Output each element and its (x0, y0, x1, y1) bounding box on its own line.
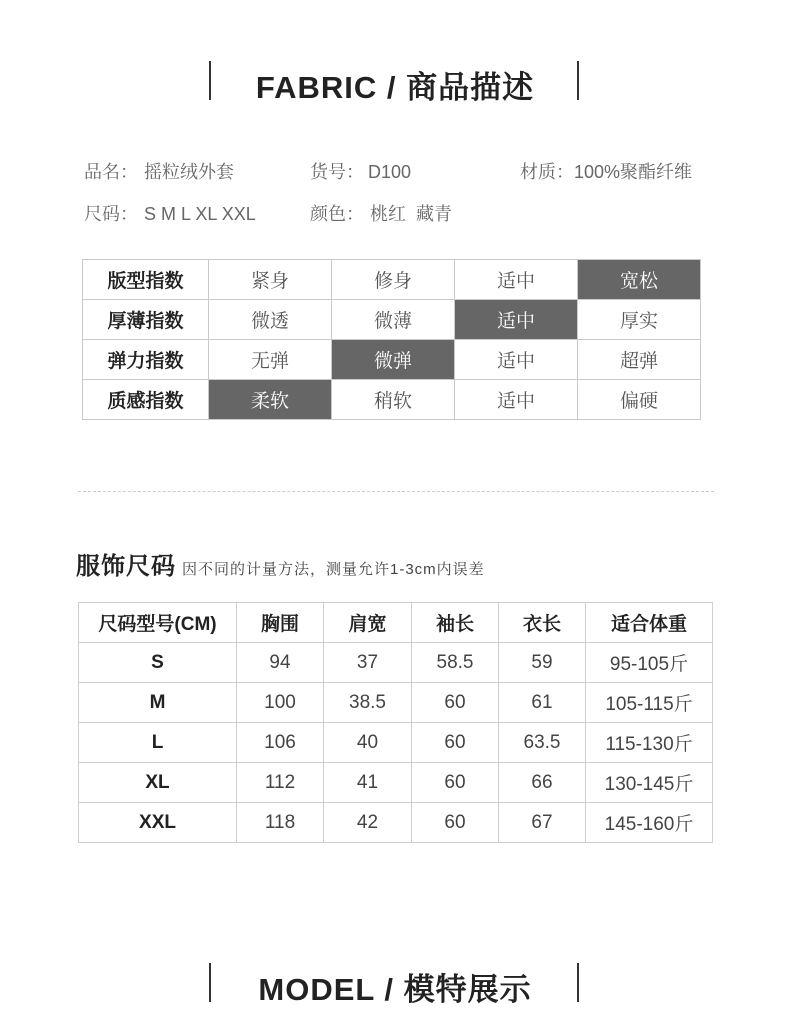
index-row-label: 厚薄指数 (83, 300, 209, 340)
index-row (83, 340, 701, 380)
size-value-cell: 63.5 (499, 723, 586, 763)
size-value-cell: 37 (324, 643, 412, 683)
size-table-row (79, 683, 713, 723)
index-option: 无弹 (209, 340, 332, 380)
size-value-cell: 60 (412, 683, 499, 723)
index-option-selected: 适中 (455, 300, 578, 340)
size-value-cell: 60 (412, 723, 499, 763)
size-value-cell: 59 (499, 643, 586, 683)
material-value: 100%聚酯纤维 (574, 162, 693, 182)
item-number-value: D100 (368, 162, 412, 182)
sizes-label: 尺码： (84, 204, 138, 224)
fabric-index-table (82, 259, 701, 420)
index-option: 稍软 (332, 380, 455, 420)
size-chart-table (78, 602, 713, 843)
size-code-cell: XL (79, 763, 237, 803)
index-row-label: 质感指数 (83, 380, 209, 420)
sizes-value: S M L XL XXL (144, 204, 256, 224)
index-option: 适中 (455, 340, 578, 380)
index-option: 厚实 (578, 300, 701, 340)
index-option: 适中 (455, 380, 578, 420)
index-option: 微薄 (332, 300, 455, 340)
sizes-info (84, 200, 256, 226)
item-number-label: 货号： (310, 162, 364, 182)
product-name-info (84, 158, 234, 184)
size-value-cell: 130-145斤 (586, 763, 713, 803)
index-row-label: 版型指数 (83, 260, 209, 300)
index-option: 偏硬 (578, 380, 701, 420)
size-value-cell: 66 (499, 763, 586, 803)
index-option: 修身 (332, 260, 455, 300)
size-table-header: 衣长 (499, 603, 586, 643)
size-section-title: 服饰尺码 (76, 553, 176, 580)
size-value-cell: 60 (412, 763, 499, 803)
size-table-header: 袖长 (412, 603, 499, 643)
size-section-note: 因不同的计量方法，测量允许1-3cm内误差 (182, 561, 485, 578)
size-section-heading (76, 546, 485, 581)
size-table-row (79, 723, 713, 763)
index-option-selected: 宽松 (578, 260, 701, 300)
size-value-cell: 41 (324, 763, 412, 803)
product-name-label: 品名： (84, 162, 138, 182)
size-table-row (79, 763, 713, 803)
size-value-cell: 95-105斤 (586, 643, 713, 683)
size-value-cell: 118 (237, 803, 324, 843)
fabric-section-title: FABRIC / 商品描述 (255, 70, 535, 105)
product-name-value: 摇粒绒外套 (144, 162, 234, 182)
size-table-row (79, 803, 713, 843)
index-row (83, 260, 701, 300)
size-value-cell: 40 (324, 723, 412, 763)
size-value-cell: 42 (324, 803, 412, 843)
index-option-selected: 柔软 (209, 380, 332, 420)
size-table-header-row (79, 603, 713, 643)
size-code-cell: S (79, 643, 237, 683)
colors-value: 桃红 藏青 (370, 204, 453, 224)
size-value-cell: 67 (499, 803, 586, 843)
title-right-bar (577, 61, 579, 100)
section-divider (78, 491, 714, 492)
size-value-cell: 145-160斤 (586, 803, 713, 843)
index-option-selected: 微弹 (332, 340, 455, 380)
material-info (520, 158, 692, 184)
size-value-cell: 112 (237, 763, 324, 803)
size-table-row (79, 643, 713, 683)
index-option: 适中 (455, 260, 578, 300)
size-value-cell: 115-130斤 (586, 723, 713, 763)
model-title-right-bar (577, 963, 579, 1002)
size-value-cell: 105-115斤 (586, 683, 713, 723)
colors-label: 颜色： (310, 204, 364, 224)
index-option: 超弹 (578, 340, 701, 380)
size-code-cell: XXL (79, 803, 237, 843)
index-option: 微透 (209, 300, 332, 340)
size-table-header: 肩宽 (324, 603, 412, 643)
index-option: 紧身 (209, 260, 332, 300)
size-table-header: 胸围 (237, 603, 324, 643)
size-code-cell: L (79, 723, 237, 763)
size-value-cell: 61 (499, 683, 586, 723)
size-value-cell: 60 (412, 803, 499, 843)
colors-info (310, 200, 452, 226)
index-row (83, 380, 701, 420)
size-value-cell: 94 (237, 643, 324, 683)
model-section-title: MODEL / 模特展示 (258, 972, 532, 1007)
size-value-cell: 100 (237, 683, 324, 723)
size-table-header: 适合体重 (586, 603, 713, 643)
size-value-cell: 106 (237, 723, 324, 763)
material-label: 材质： (520, 162, 574, 182)
index-row (83, 300, 701, 340)
size-value-cell: 58.5 (412, 643, 499, 683)
size-code-cell: M (79, 683, 237, 723)
size-value-cell: 38.5 (324, 683, 412, 723)
index-row-label: 弹力指数 (83, 340, 209, 380)
size-table-header: 尺码型号(CM) (79, 603, 237, 643)
item-number-info (310, 158, 411, 184)
